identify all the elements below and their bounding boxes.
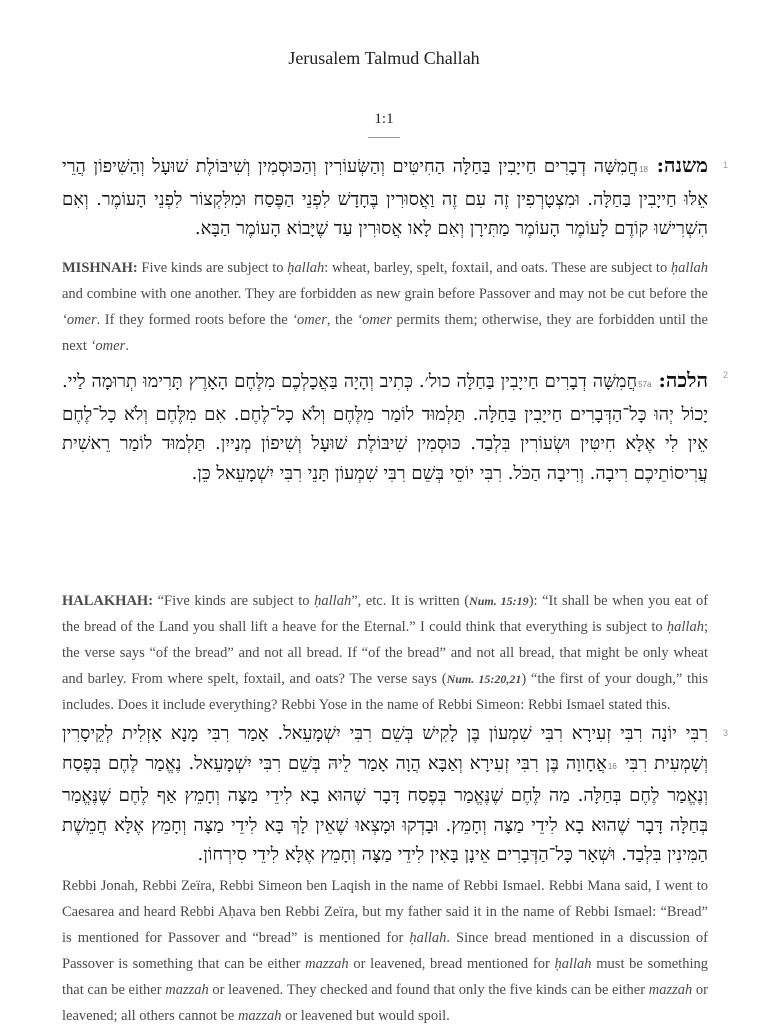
transliterated-term: ‘omer (90, 338, 126, 354)
mishnah-hebrew-text (62, 151, 708, 244)
transliterated-term: ‘omer (357, 312, 392, 328)
translation-text: , the (326, 312, 358, 328)
paragraph-number-2[interactable]: 2 (722, 370, 728, 380)
translation-text: ) “the first of your dough,” this includes. Does it include everything? Rebbi Yose in the name of Rebbi Simeon: Rebbi Ismael stated this. (62, 671, 708, 713)
transliterated-term: ‘omer (292, 312, 327, 328)
transliterated-term: ḥallah (409, 930, 447, 946)
translation-text: “Five kinds are subject to (153, 593, 315, 609)
page-marker: 57a (638, 380, 652, 389)
translation-text: : wheat, barley, spelt, foxtail, and oats. These are subject to (324, 260, 671, 276)
translation-text: . Since bread mentioned in a discussion of Passover is something that can be either (62, 930, 708, 972)
page-marker: 16 (607, 761, 617, 771)
mishnah-hebrew-body: חֲמִשָּׁה דְבָרִים חַייָבִין בַּחַלָּה הַחִיטִּים וְהַשְּׂעוֹרִין וְהַכּוּסְמִין וְשִׁיבּוֹלֶת שׁוּעָל וְהַשִּׁיפוֹן הֲרֵי אֵלּוּ חַייָבִין בַּחַלָּה. וּמִצְטָרְפִין זֶה עִם זֶה וַאֲסוּרִין בֶּחָדָשׁ לִפְנֵי הַפֶּסַח וּמִלִּקְצוֹר לִפְנֵי הָעוֹמֶר. וְאִם הִשְׁרִישׁוּ קוֹדֶם לָעוֹמֶר הָעוֹמֶר מַתִּירָן וְאִם לָאו אֲסוּרִין עַד שֶׁיָּבוֹא הָעוֹמֶר הַבָּא. (62, 156, 708, 239)
halakhah-translation (62, 588, 708, 718)
translation-text: must be something that can be either (62, 956, 708, 998)
gemara-translation (62, 873, 708, 1029)
document-title: Jerusalem Talmud Challah (288, 48, 480, 68)
translation-text: ; the verse says “of the bread” and not all bread. If “of the bread” and not all bread, that might be only wheat and barley. From where spelt, foxtail, and oats? The verse says ( (62, 619, 708, 687)
transliterated-term: ḥallah (554, 956, 592, 972)
translation-text: or leavened but would spoil. (281, 1008, 450, 1024)
translation-text: or leavened. They checked and found that only the five kinds can be either (208, 982, 649, 998)
halakhah-hebrew-body: חֲמִשָּׁה דְבָרִים חַייָבִין בַּחַלָּה כול׳. כְּתִיב וְהָיָה בַּאֲכָלְכֶם מִלֶּחֶם הָאָרֶץ תָּרִימוּ תְרוּמָה לַיי. יָכוֹל יְהוּ כָּל־הַדְּבָרִים חַייָבִין בַּחַלָּה. תַּלְמוּד לוֹמַר מִלֶּחֶם וְלֹא כָל־לֶחֶם. אִם מִלֶּחֶם וְלֹא כָל־לֶחֶם אֵין לִי אֶלָּא חִיטִּין וּשְׂעוֹרִין בִּלְבַד. כּוּסְמִין שִׁיבּוֹלֶת שׁוּעָל וְשִׁיפוֹן מְנַייִן. תַּלְמוּד לוֹמַר רֵאשִׁית עֲרִיסוֹתֵיכֶם רִיבָה. וְרִיבָה הַכֹּל. רִבִּי יוֹסֵי בְּשֵׁם רִבִּי שִׁמְעוֹן תָּנֵי רִבִּי יִשְׁמָעֵאל כֵּן. (62, 371, 708, 484)
translation-text: . (125, 338, 129, 354)
translation-text: or leavened, bread mentioned for (348, 956, 555, 972)
translation-text: ”, etc. It is written ( (351, 593, 470, 609)
mishnah-heading-hebrew: משנה: (656, 153, 708, 177)
translation-text: Five kinds are subject to (137, 260, 288, 276)
transliterated-term: ḥallah (287, 260, 325, 276)
translation-text: permits them; otherwise, they are forbidden until the next (62, 312, 708, 354)
translation-text: Rebbi Jonah, Rebbi Zeïra, Rebbi Simeon ben Laqish in the name of Rebbi Ismael. Rebbi Mana said, I went to Caesarea and heard Rebbi Aḥava ben Rebbi Zeïra, but my father said it in the name of Rebbi Ismael: “Bread” is mentioned for Passover and “bread” is mentioned for (62, 878, 708, 946)
verse-citation: Num. 15:20,21 (446, 672, 522, 686)
paragraph-number-1[interactable]: 1 (722, 160, 728, 170)
halakhah-hebrew-text (62, 366, 708, 488)
mishnah-heading: MISHNAH: (62, 260, 138, 276)
section-reference: 1:1 (374, 111, 394, 127)
paragraph-number-3[interactable]: 3 (722, 728, 728, 738)
halakhah-heading: HALAKHAH: (62, 593, 154, 609)
translation-text: and combine with one another. They are forbidden as new grain before Passover and may not be cut before the (62, 286, 708, 302)
transliterated-term: mazzah (648, 982, 693, 998)
transliterated-term: mazzah (165, 982, 209, 998)
transliterated-term: ḥallah (670, 260, 708, 276)
translation-text: . If they formed roots before the (96, 312, 293, 328)
transliterated-term: ḥallah (314, 593, 352, 609)
section-divider (368, 137, 400, 138)
transliterated-term: mazzah (237, 1008, 282, 1024)
translation-text: ): “It shall be when you eat of the bread of the Land you shall lift a heave for the Eternal.” I could think that everything is subject to (62, 593, 709, 635)
mishnah-translation (62, 255, 708, 359)
transliterated-term: ḥallah (666, 619, 704, 635)
translation-text: or leavened; all others cannot be (62, 982, 708, 1024)
transliterated-term: ‘omer (62, 312, 97, 328)
gemara-hebrew-text (62, 719, 708, 870)
gemara-hebrew-body: רִבִּי יוֹנָה רִבִּי זְעִירָא רִבִּי שִׁמְעוֹן בֶּן לָקִישׁ בְּשֵׁם רִבִּי יִשְׁמָעֵאל. אָמַר רִבִּי מָנָא אָזְלִית לְקֵיסָרִין וְשָׁמְעִית רִבִּי (62, 723, 708, 774)
page-marker: 18 (639, 165, 648, 174)
verse-citation: Num. 15:19 (469, 594, 529, 608)
halakhah-heading-hebrew: הלכה: (658, 368, 708, 392)
gemara-hebrew-body-continued: אֲחָווָה בֶּן רִבִּי זְעִירָא וְאַבָּא הֲוָה אָמַר לֵיהּ בְּשֵׁם רִבִּי יִשְׁמָעֵאל. נֶאֱמַר לֶחֶם בְּפֶסַח וְנֶאֱמַר לֶחֶם בְּחַלָּה. מַה לֶּחֶם שֶׁנֶּאֱמַר בְּפֶסַח דָּבָר שֶׁהוּא בָא לִידֵי מַצָּה וְחָמֵץ אַף לֶחֶם שֶׁנֶּאֱמַר בְּחַלָּה דָּבָר שֶׁהוּא בָא לִידֵי מַצָּה וְחָמֵץ. וּבָדְקוּ וּמָצְאוּ שֶׁאֵין לָךְ בָּא לִידֵי מַצָּה וְחָמֵץ אֶלָּא חֲמֵשֶׁת הַמִּינִין בִּלְבַד. וּשְׁאָר כָּל־הַדְּבָרִים אֵינָן בָּאִין לִידֵי מַצָּה וְחָמֵץ אֶלָּא לִידֵי סִירְחוֹן. (62, 752, 708, 865)
transliterated-term: mazzah (305, 956, 349, 972)
